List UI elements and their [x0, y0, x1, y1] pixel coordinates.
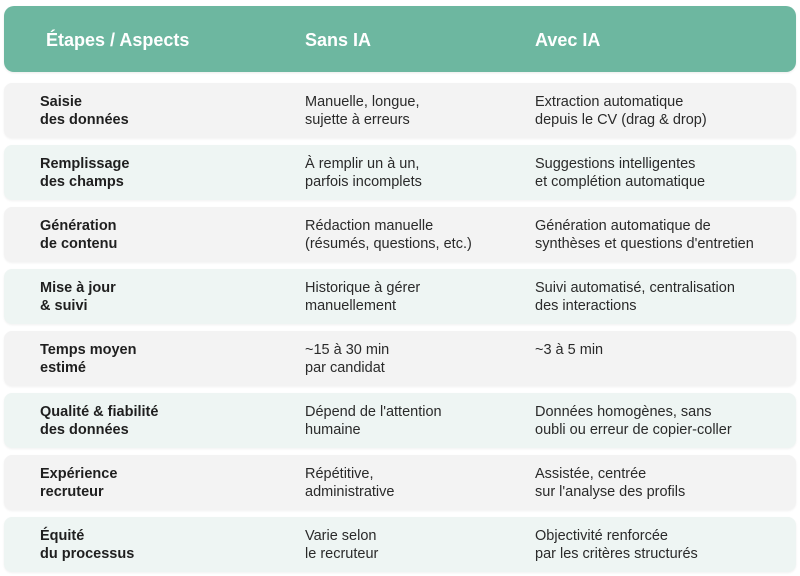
- aspect-line: des données: [40, 422, 129, 438]
- with-ai-cell: [535, 527, 698, 563]
- with-ai-cell: [535, 217, 754, 253]
- aspect-line: Temps moyen: [40, 342, 137, 358]
- with-ai-line: Objectivité renforcée: [535, 528, 668, 544]
- with-ai-line: Suggestions intelligentes: [535, 156, 696, 172]
- with-ai-line: depuis le CV (drag & drop): [535, 112, 707, 128]
- aspect-line: Qualité & fiabilité: [40, 404, 159, 420]
- without-ai-cell: [305, 527, 378, 563]
- with-ai-line: Génération automatique de: [535, 218, 711, 234]
- aspect-line: Équité: [40, 528, 85, 544]
- without-ai-line: ~15 à 30 min: [305, 342, 390, 358]
- aspect-cell: [40, 341, 136, 377]
- with-ai-line: sur l'analyse des profils: [535, 484, 686, 500]
- aspect-line: Mise à jour: [40, 280, 116, 296]
- aspect-line: Expérience: [40, 466, 118, 482]
- table-row: [4, 517, 796, 572]
- with-ai-line: par les critères structurés: [535, 546, 698, 562]
- aspect-cell: [40, 93, 129, 129]
- aspect-line: Saisie: [40, 94, 82, 110]
- without-ai-line: par candidat: [305, 360, 385, 376]
- with-ai-cell: [535, 155, 705, 191]
- with-ai-line: et complétion automatique: [535, 174, 706, 190]
- without-ai-line: Répétitive,: [305, 466, 374, 482]
- without-ai-line: Rédaction manuelle: [305, 218, 434, 234]
- aspect-cell: [40, 279, 116, 315]
- with-ai-line: Assistée, centrée: [535, 466, 647, 482]
- with-ai-line: Données homogènes, sans: [535, 404, 712, 420]
- table-body: [4, 83, 796, 572]
- aspect-line: & suivi: [40, 298, 88, 314]
- with-ai-cell: [535, 465, 685, 501]
- with-ai-cell: [535, 279, 735, 315]
- without-ai-cell: [305, 279, 420, 315]
- aspect-line: Génération: [40, 218, 117, 234]
- with-ai-line: Extraction automatique: [535, 94, 684, 110]
- with-ai-cell: [535, 93, 707, 129]
- aspect-line: estimé: [40, 360, 86, 376]
- without-ai-cell: [305, 465, 394, 501]
- aspect-cell: [40, 155, 129, 191]
- without-ai-line: parfois incomplets: [305, 174, 422, 190]
- aspect-cell: [40, 217, 117, 253]
- table-row: [4, 393, 796, 448]
- aspect-cell: [40, 527, 134, 563]
- without-ai-line: À remplir un à un,: [305, 156, 420, 172]
- without-ai-line: Historique à gérer: [305, 280, 421, 296]
- without-ai-line: sujette à erreurs: [305, 112, 410, 128]
- with-ai-cell: [535, 403, 732, 439]
- with-ai-line: des interactions: [535, 298, 637, 314]
- with-ai-line: oubli ou erreur de copier-coller: [535, 422, 732, 438]
- without-ai-line: Varie selon: [305, 528, 377, 544]
- without-ai-line: humaine: [305, 422, 361, 438]
- table-row: [4, 455, 796, 510]
- with-ai-cell: [535, 341, 603, 359]
- without-ai-line: Manuelle, longue,: [305, 94, 420, 110]
- aspect-cell: [40, 403, 158, 439]
- without-ai-cell: [305, 341, 389, 377]
- without-ai-cell: [305, 403, 442, 439]
- without-ai-cell: [305, 155, 422, 191]
- table-row: [4, 207, 796, 262]
- without-ai-line: administrative: [305, 484, 395, 500]
- header-steps-aspects: Étapes / Aspects: [46, 30, 190, 50]
- aspect-line: des données: [40, 112, 129, 128]
- aspect-line: Remplissage: [40, 156, 130, 172]
- aspect-line: des champs: [40, 174, 124, 190]
- without-ai-line: manuellement: [305, 298, 397, 314]
- without-ai-line: (résumés, questions, etc.): [305, 236, 472, 252]
- aspect-line: du processus: [40, 546, 135, 562]
- table-row: [4, 331, 796, 386]
- with-ai-line: Suivi automatisé, centralisation: [535, 280, 735, 296]
- comparison-table: [4, 6, 796, 576]
- without-ai-cell: [305, 217, 472, 253]
- aspect-line: de contenu: [40, 236, 118, 252]
- table-row: [4, 145, 796, 200]
- with-ai-line: synthèses et questions d'entretien: [535, 236, 754, 252]
- aspect-cell: [40, 465, 117, 501]
- header-without-ai: Sans IA: [305, 30, 372, 50]
- table-row: [4, 83, 796, 138]
- without-ai-line: Dépend de l'attention: [305, 404, 442, 420]
- header-with-ai: Avec IA: [535, 30, 601, 50]
- without-ai-cell: [305, 93, 419, 129]
- table-row: [4, 269, 796, 324]
- aspect-line: recruteur: [40, 484, 104, 500]
- with-ai-line: ~3 à 5 min: [535, 342, 604, 358]
- without-ai-line: le recruteur: [305, 546, 379, 562]
- table-header: [4, 6, 796, 72]
